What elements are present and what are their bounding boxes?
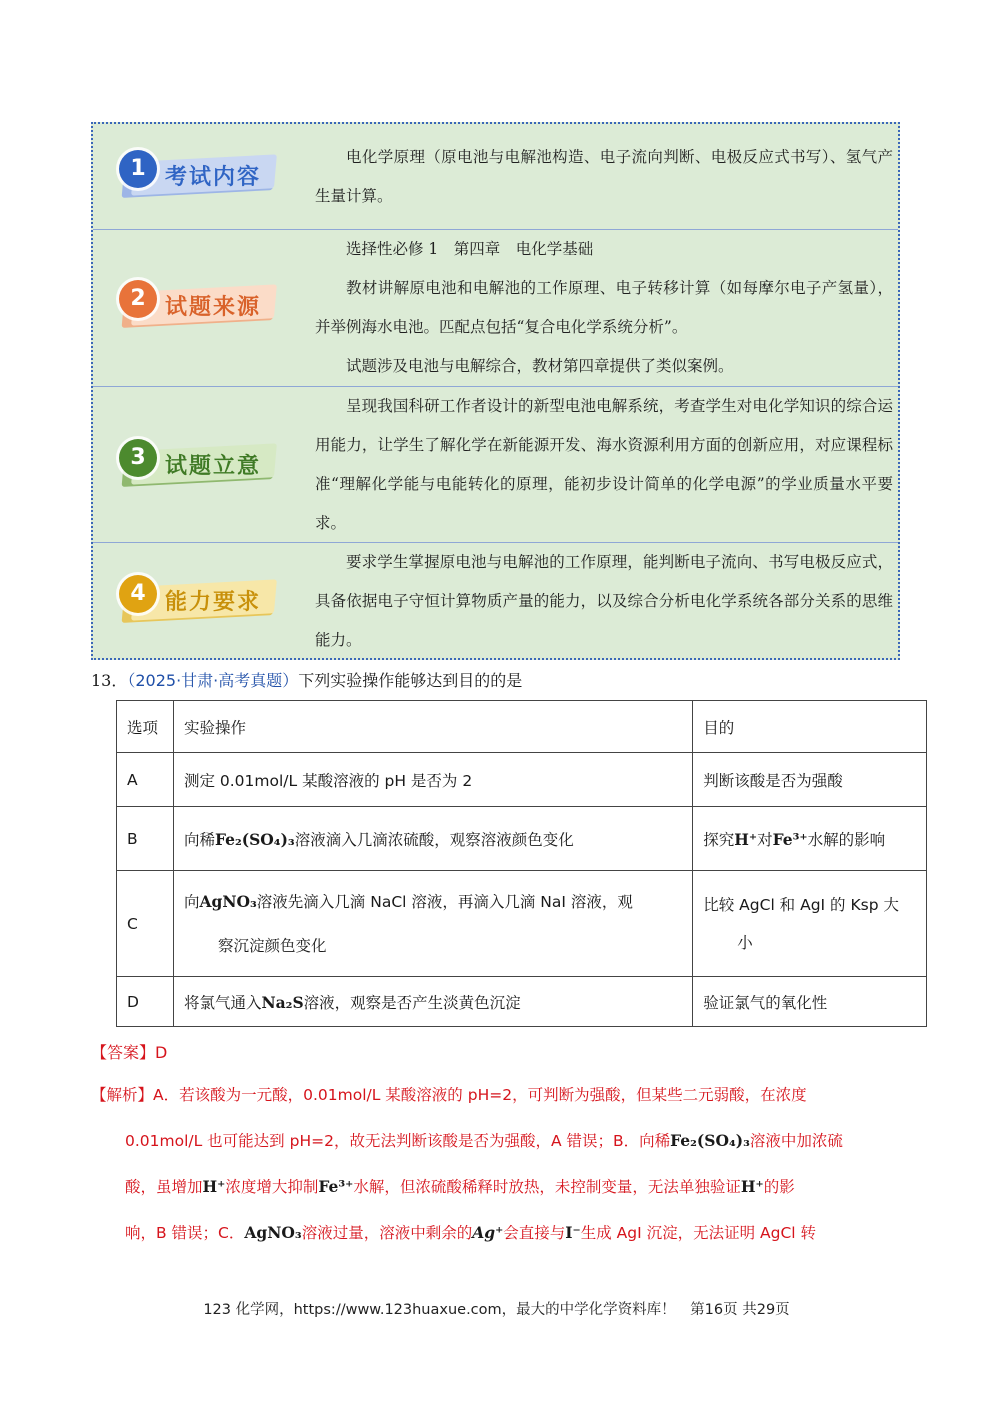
- answer-label: 【答案】: [91, 1043, 156, 1062]
- info-row-ability-requirement: [93, 543, 898, 658]
- info-row-question-intent: [93, 387, 898, 543]
- table-row: [117, 871, 927, 977]
- info-paragraph: 教材讲解原电池和电解池的工作原理、电子转移计算（如每摩尔电子产氢量），并举例海水电池。匹配点包括“复合电化学系统分析”。: [315, 279, 893, 336]
- chemical-formula: H⁺: [734, 829, 758, 849]
- analysis-line: 酸，虽增加H⁺浓度增大抑制Fe³⁺水解，但浓硫酸稀释时放热，未控制变量，无法单独验证H⁺的影: [125, 1177, 795, 1196]
- table-header-row: [117, 701, 927, 753]
- table-row: [117, 807, 927, 871]
- analysis-line: 响，B 错误；C．AgNO₃溶液过量，溶液中剩余的Ag⁺会直接与I⁻生成 AgI 沉淀，无法证明 AgCl 转: [125, 1223, 817, 1242]
- badge-exam-content: [113, 148, 281, 200]
- analysis-line: 0.01mol/L 也可能达到 pH=2，故无法判断该酸是否为强酸，A 错误；B．向稀Fe₂(SO₄)₃溶液中加浓硫: [125, 1131, 843, 1150]
- badge-label: 试题来源: [165, 295, 262, 320]
- info-paragraph: 选择性必修 1 第四章 电化学基础: [346, 240, 594, 258]
- goal-cell: 探究H⁺对Fe³⁺水解的影响: [693, 807, 927, 871]
- answer-line: [91, 1040, 167, 1063]
- analysis-line: A．若该酸为一元酸，0.01mol/L 某酸溶液的 pH=2，可判断为强酸，但某些二元弱酸，在浓度: [153, 1086, 807, 1104]
- badge-label: 能力要求: [165, 590, 262, 615]
- info-text: [315, 387, 893, 543]
- info-row-exam-content: [93, 124, 898, 230]
- header-goal: 目的: [693, 701, 927, 753]
- badge-number: 2: [119, 280, 157, 318]
- header-operation: 实验操作: [173, 701, 692, 753]
- chemical-formula: AgNO₃: [199, 891, 257, 911]
- chemical-formula: H⁺: [202, 1177, 226, 1196]
- question-number: 13．: [91, 671, 128, 690]
- page-footer: 123 化学网，https://www.123huaxue.com，最大的中学化学资料库！ 第16页 共29页: [203, 1302, 790, 1318]
- experiment-table: [116, 700, 927, 1027]
- chemical-formula: I⁻: [565, 1223, 581, 1242]
- operation-cell: 将氯气通入Na₂S溶液，观察是否产生淡黄色沉淀: [173, 977, 692, 1027]
- header-option: 选项: [117, 701, 174, 753]
- badge-number: 3: [119, 439, 157, 477]
- analysis-block: [91, 1072, 903, 1256]
- operation-cell: 向稀Fe₂(SO₄)₃溶液滴入几滴浓硫酸，观察溶液颜色变化: [173, 807, 692, 871]
- goal-cell: 比较 AgCl 和 AgI 的 Ksp 大 小: [693, 871, 927, 977]
- badge-number: 1: [119, 150, 157, 188]
- chemical-formula: AgNO₃: [244, 1223, 302, 1242]
- option-cell: A: [117, 753, 174, 807]
- chemical-formula: Ag⁺: [472, 1223, 504, 1242]
- table-row: [117, 753, 927, 807]
- option-cell: B: [117, 807, 174, 871]
- chemical-formula: H⁺: [740, 1177, 764, 1196]
- chemical-formula: Fe₂(SO₄)₃: [670, 1131, 750, 1150]
- badge-label: 试题立意: [165, 454, 262, 479]
- info-text: [315, 230, 893, 386]
- question-source: （2025·甘肃·高考真题）: [127, 671, 299, 690]
- analysis-label: 【解析】: [91, 1086, 154, 1104]
- answer-value: D: [155, 1043, 168, 1062]
- badge-ability-requirement: [113, 573, 281, 625]
- goal-cell: 判断该酸是否为强酸: [693, 753, 927, 807]
- table-row: [117, 977, 927, 1027]
- chemical-formula: Fe³⁺: [318, 1177, 354, 1196]
- badge-question-source: [113, 278, 281, 330]
- chemical-formula: Fe³⁺: [772, 829, 808, 849]
- info-text: [315, 543, 893, 660]
- info-row-question-source: [93, 230, 898, 387]
- badge-number: 4: [119, 575, 157, 613]
- exam-info-box: [91, 122, 900, 660]
- chemical-formula: Fe₂(SO₄)₃: [214, 829, 295, 849]
- info-paragraph: 电化学原理（原电池与电解池构造、电子流向判断、电极反应式书写）、氢气产生量计算。: [315, 148, 893, 205]
- operation-cell: 测定 0.01mol/L 某酸溶液的 pH 是否为 2: [173, 753, 692, 807]
- question-text: 下列实验操作能够达到目的的是: [298, 671, 523, 690]
- badge-question-intent: [113, 437, 281, 489]
- info-paragraph: 要求学生掌握原电池与电解池的工作原理，能判断电子流向、书写电极反应式，具备依据电子守恒计算物质产量的能力，以及综合分析电化学系统各部分关系的思维能力。: [315, 553, 893, 649]
- option-cell: C: [117, 871, 174, 977]
- question-stem: [91, 668, 522, 691]
- operation-cell: 向AgNO₃溶液先滴入几滴 NaCl 溶液，再滴入几滴 NaI 溶液，观 察沉淀颜色变化: [173, 871, 692, 977]
- badge-label: 考试内容: [165, 165, 262, 190]
- chemical-formula: Na₂S: [261, 992, 304, 1012]
- info-paragraph: 试题涉及电池与电解综合，教材第四章提供了类似案例。: [346, 357, 734, 375]
- info-text: [315, 138, 893, 216]
- info-paragraph: 呈现我国科研工作者设计的新型电池电解系统，考查学生对电化学知识的综合运用能力，让学生了解化学在新能源开发、海水资源利用方面的创新应用，对应课程标准“理解化学能与电能转化的原理，能初步设计简单的化学电源”的学业质量水平要求。: [315, 397, 893, 532]
- goal-cell: 验证氯气的氧化性: [693, 977, 927, 1027]
- option-cell: D: [117, 977, 174, 1027]
